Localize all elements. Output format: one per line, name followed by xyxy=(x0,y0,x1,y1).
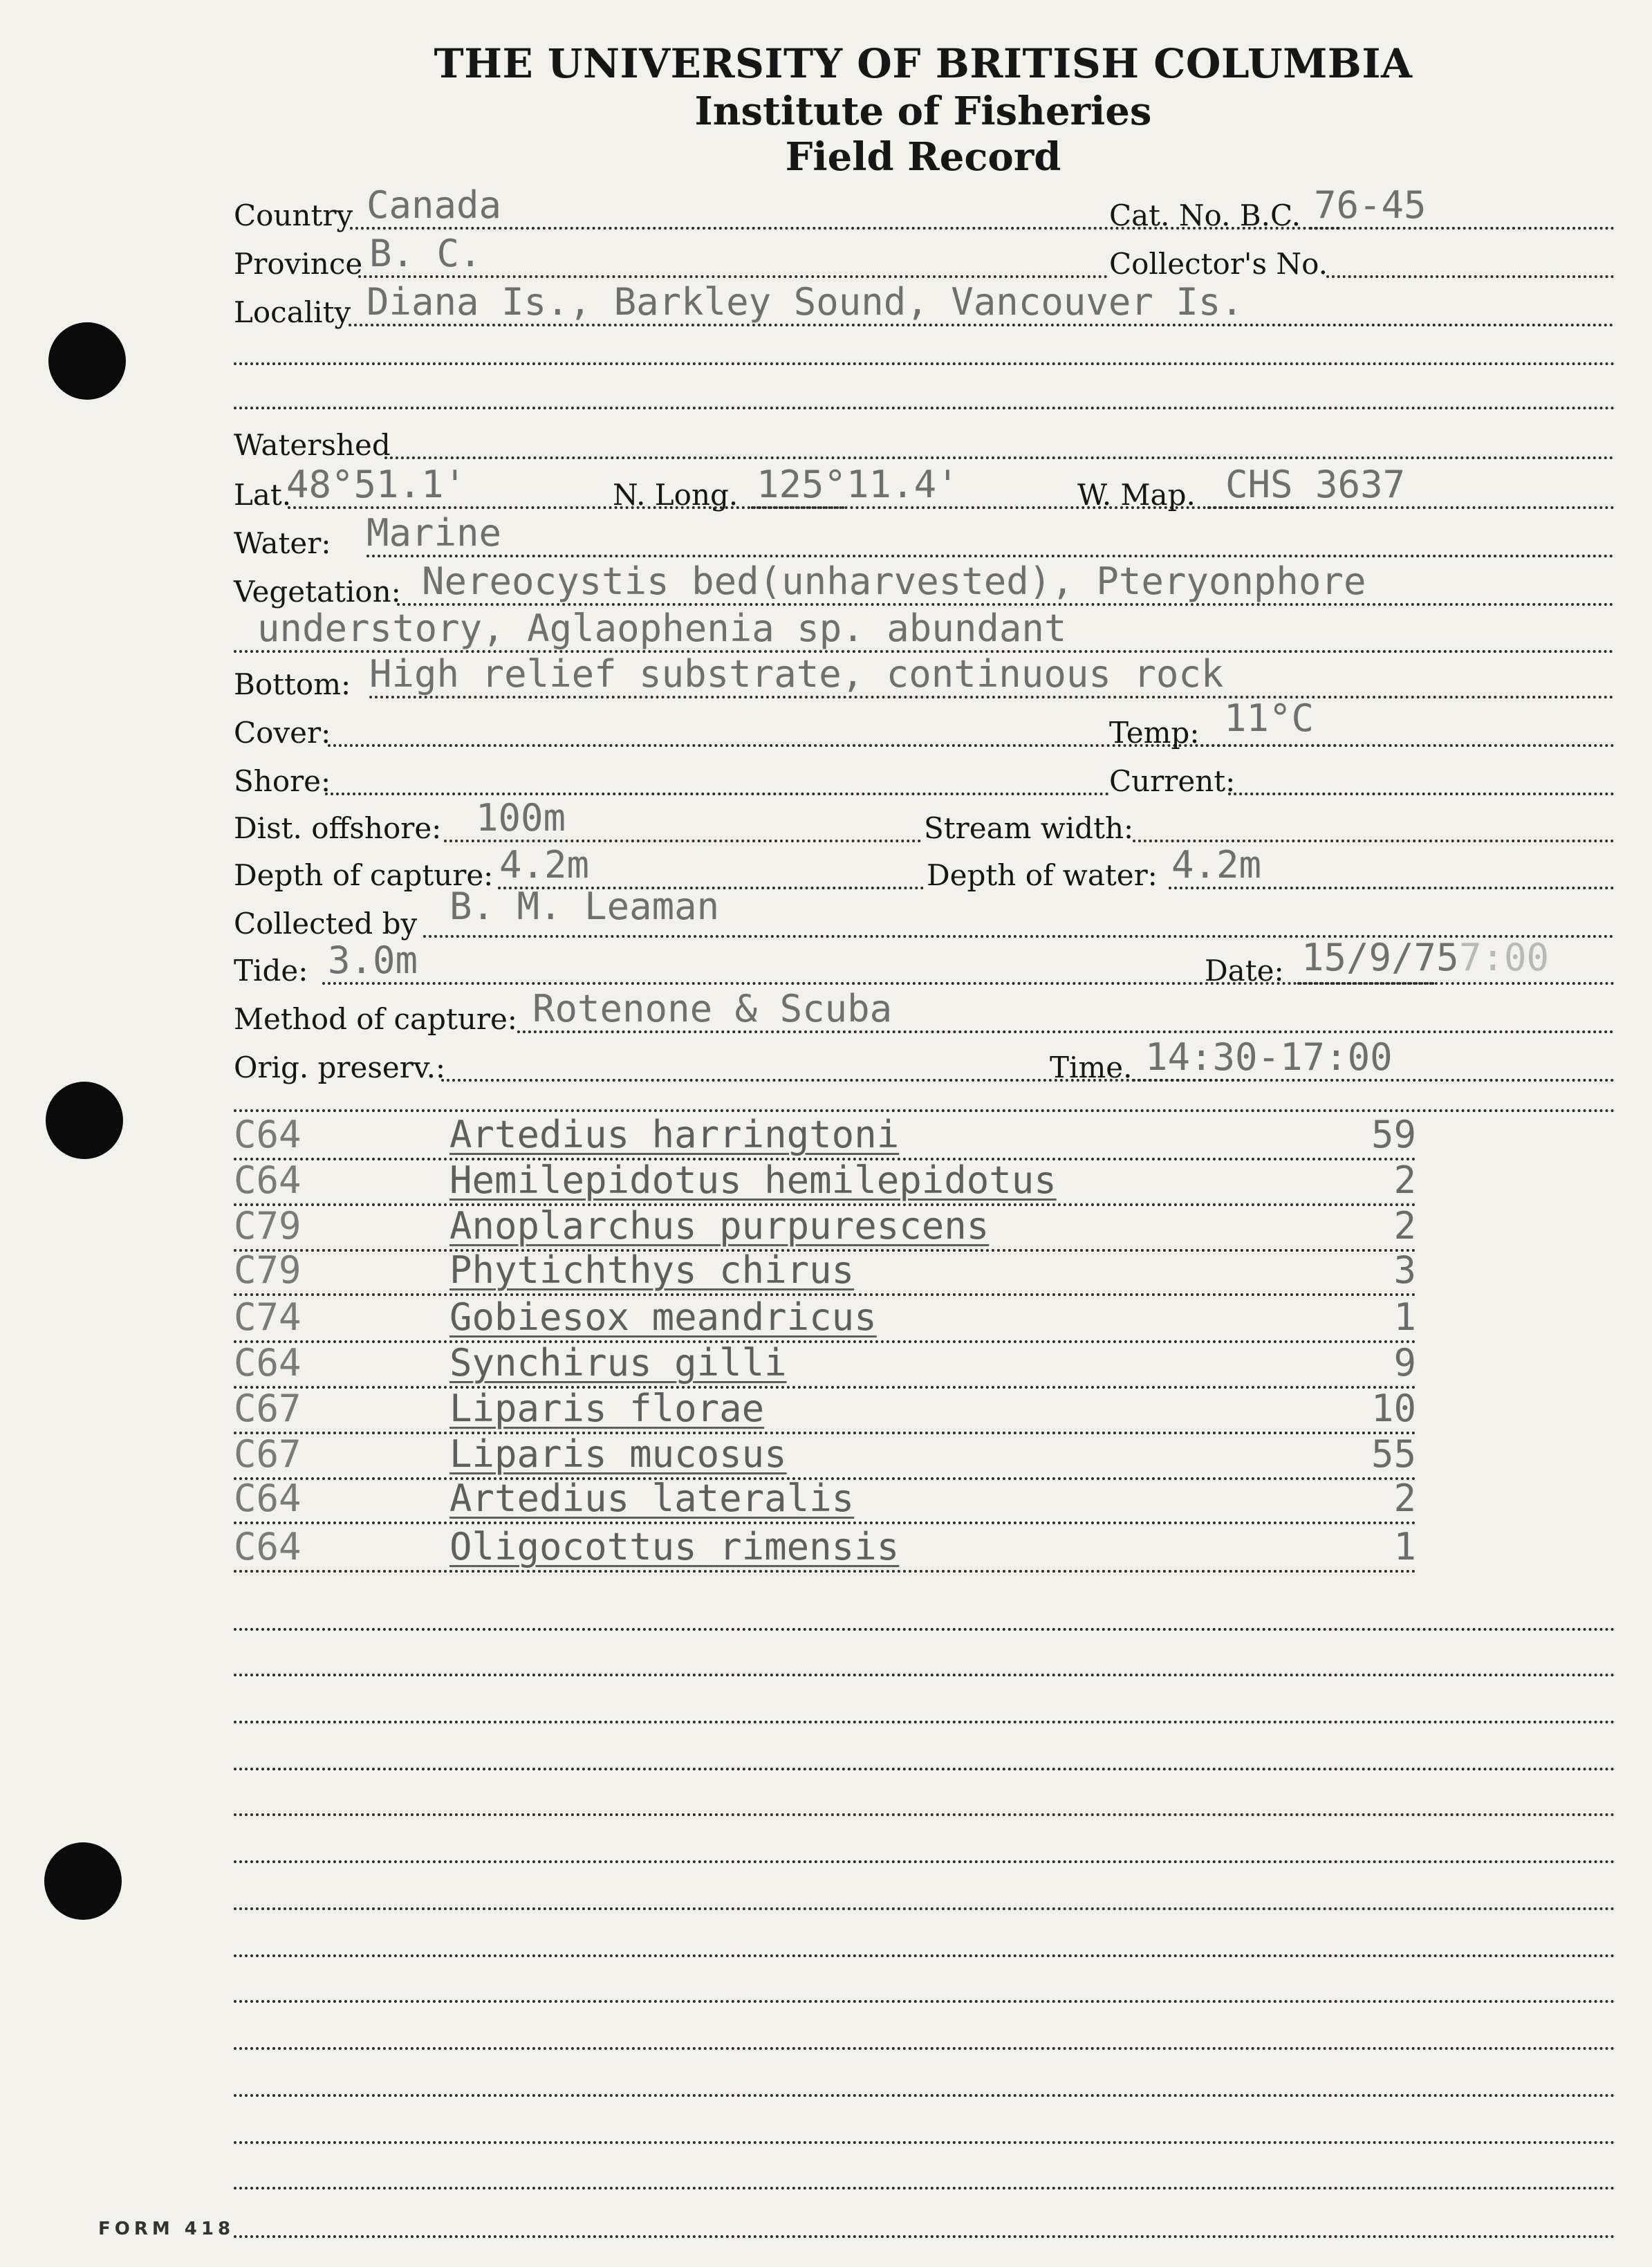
locality-value: Diana Is., Barkley Sound, Vancouver Is. xyxy=(366,280,1243,324)
species-name: Hemilepidotus hemilepidotus xyxy=(449,1158,1057,1202)
cat-no-label: Cat. No. B.C. xyxy=(1109,198,1301,232)
shore-label: Shore: xyxy=(234,764,331,798)
method-value: Rotenone & Scuba xyxy=(532,987,893,1030)
locality-label: Locality xyxy=(234,295,351,329)
species-count: 1 xyxy=(1393,1525,1416,1569)
temp-line xyxy=(1200,744,1614,747)
species-count: 2 xyxy=(1393,1477,1416,1520)
date-overtype: 7:00 xyxy=(1459,936,1550,979)
species-code: C74 xyxy=(234,1295,301,1339)
date-label: Date: xyxy=(1205,954,1284,988)
species-count: 59 xyxy=(1371,1113,1416,1156)
species-count: 2 xyxy=(1393,1158,1416,1202)
stream-width-label: Stream width: xyxy=(924,811,1134,845)
watershed-line xyxy=(384,456,1614,459)
temp-value: 11°C xyxy=(1224,696,1315,740)
species-name: Oligocottus rimensis xyxy=(449,1525,900,1569)
row-province xyxy=(234,234,1615,282)
stream-width-line xyxy=(1133,840,1614,842)
blank-line xyxy=(234,1674,1615,1676)
species-row xyxy=(234,1387,1416,1438)
row-collected-by xyxy=(234,885,1615,942)
species-code: C64 xyxy=(234,1477,301,1520)
depth-capture-label: Depth of capture: xyxy=(234,858,494,892)
method-label: Method of capture: xyxy=(234,1002,517,1036)
blank-line xyxy=(234,1907,1615,1910)
form-number: FORM 418 xyxy=(98,2219,235,2239)
province-value: B. C. xyxy=(369,232,482,275)
species-count: 10 xyxy=(1371,1387,1416,1430)
dist-offshore-line xyxy=(444,840,921,842)
species-count: 3 xyxy=(1393,1248,1416,1292)
province-line xyxy=(358,275,1108,278)
species-row xyxy=(234,1158,1416,1210)
time-line xyxy=(1133,1079,1614,1082)
row-watershed xyxy=(234,415,1615,463)
species-code: C79 xyxy=(234,1204,301,1248)
blank-line xyxy=(234,2187,1615,2190)
dist-offshore-label: Dist. offshore: xyxy=(234,811,442,845)
water-value: Marine xyxy=(366,511,502,555)
water-line xyxy=(366,555,1614,557)
species-row-line xyxy=(234,1340,1416,1343)
species-code: C67 xyxy=(234,1387,301,1430)
blank-line xyxy=(234,1954,1615,1957)
watershed-label: Watershed xyxy=(234,428,391,462)
species-row-line xyxy=(234,1521,1416,1524)
shore-line xyxy=(325,793,1109,795)
row-country xyxy=(234,185,1615,234)
species-name: Artedius lateralis xyxy=(449,1477,855,1520)
species-count: 55 xyxy=(1371,1432,1416,1476)
vegetation-line xyxy=(397,603,1614,606)
long-value: 125°11.4' xyxy=(757,463,959,506)
time-label: Time. xyxy=(1050,1051,1133,1084)
blank-line xyxy=(234,2235,1615,2238)
institute-title: Institute of Fisheries xyxy=(694,89,1152,134)
depth-water-line xyxy=(1169,887,1614,889)
species-code: C64 xyxy=(234,1158,301,1202)
punch-hole-bottom xyxy=(44,1842,122,1920)
collectors-no-label: Collector's No. xyxy=(1109,247,1328,281)
row-water xyxy=(234,513,1615,562)
country-value: Canada xyxy=(366,183,502,227)
species-row-line xyxy=(234,1386,1416,1389)
species-name: Liparis mucosus xyxy=(449,1432,787,1476)
collected-by-value: B. M. Leaman xyxy=(449,885,720,928)
vegetation-value-1: Nereocystis bed(unharvested), Pteryonphore xyxy=(422,559,1366,603)
map-value: CHS 3637 xyxy=(1225,463,1406,506)
species-row-line xyxy=(234,1432,1416,1434)
blank-line xyxy=(234,1628,1615,1631)
date-line xyxy=(1297,982,1614,985)
row-bottom xyxy=(234,654,1615,703)
species-row xyxy=(234,1525,1416,1577)
species-name: Gobiesox meandricus xyxy=(449,1295,877,1339)
method-line xyxy=(517,1030,1614,1033)
species-name: Phytichthys chirus xyxy=(449,1248,855,1292)
row-orig-preserv xyxy=(234,1037,1615,1086)
map-line xyxy=(1207,506,1614,509)
collected-by-label: Collected by xyxy=(234,907,418,941)
row-locality xyxy=(234,282,1615,331)
row-tide xyxy=(234,936,1615,989)
species-row xyxy=(234,1341,1416,1393)
n-long-label: N. Long. xyxy=(613,478,739,512)
time-value: 14:30-17:00 xyxy=(1145,1035,1393,1079)
vegetation-value-2: understory, Aglaophenia sp. abundant xyxy=(257,607,1067,650)
lat-label: Lat. xyxy=(234,478,292,512)
vegetation-label: Vegetation: xyxy=(234,575,401,609)
collectors-no-line xyxy=(1326,275,1614,278)
current-label: Current: xyxy=(1109,764,1236,798)
row-cover xyxy=(234,696,1615,751)
species-count: 1 xyxy=(1393,1295,1416,1339)
temp-label: Temp: xyxy=(1109,716,1200,750)
row-method xyxy=(234,989,1615,1037)
species-name: Liparis florae xyxy=(449,1387,765,1430)
lat-value: 48°51.1' xyxy=(286,463,467,506)
date-value: 15/9/75 xyxy=(1301,936,1459,979)
depth-water-value: 4.2m xyxy=(1171,843,1262,887)
dist-offshore-value: 100m xyxy=(476,796,566,840)
blank-line xyxy=(234,1721,1615,1723)
row-dist-offshore xyxy=(234,798,1615,846)
species-row xyxy=(234,1113,1416,1165)
punch-hole-top xyxy=(48,322,126,400)
species-code: C79 xyxy=(234,1248,301,1292)
university-title: THE UNIVERSITY OF BRITISH COLUMBIA xyxy=(434,40,1413,87)
blank-line xyxy=(234,1813,1615,1816)
tide-value: 3.0m xyxy=(328,938,418,982)
bottom-value: High relief substrate, continuous rock xyxy=(369,652,1224,696)
cover-label: Cover: xyxy=(234,716,331,750)
species-code: C64 xyxy=(234,1341,301,1385)
punch-hole-middle xyxy=(46,1082,123,1159)
species-count: 9 xyxy=(1393,1341,1416,1385)
depth-water-label: Depth of water: xyxy=(927,858,1158,892)
blank-line xyxy=(234,2094,1615,2097)
species-row xyxy=(234,1477,1416,1528)
row-vegetation-2 xyxy=(234,609,1615,657)
blank-line xyxy=(234,1860,1615,1863)
bottom-label: Bottom: xyxy=(234,667,351,701)
depth-capture-value: 4.2m xyxy=(499,843,590,887)
cat-no-value: 76-45 xyxy=(1314,183,1427,227)
water-label: Water: xyxy=(234,526,331,560)
locality-line xyxy=(349,324,1614,326)
species-row-line xyxy=(234,1570,1416,1573)
species-name: Synchirus gilli xyxy=(449,1341,787,1385)
locality-line-2 xyxy=(234,362,1615,365)
divider-line xyxy=(234,1109,1615,1112)
species-code: C64 xyxy=(234,1525,301,1569)
bottom-line xyxy=(369,696,1614,698)
record-title: Field Record xyxy=(785,134,1061,180)
species-code: C67 xyxy=(234,1432,301,1476)
cat-no-line xyxy=(1310,227,1614,230)
row-shore xyxy=(234,751,1615,799)
blank-line xyxy=(234,1768,1615,1770)
species-code: C64 xyxy=(234,1113,301,1156)
row-lat-long xyxy=(234,465,1615,513)
country-label: Country xyxy=(234,198,353,232)
current-line xyxy=(1228,793,1614,795)
locality-line-3 xyxy=(234,407,1615,409)
blank-line xyxy=(234,2047,1615,2050)
province-label: Province xyxy=(234,247,363,281)
species-name: Anoplarchus purpurescens xyxy=(449,1204,990,1248)
species-row xyxy=(234,1295,1416,1347)
species-name: Artedius harringtoni xyxy=(449,1113,900,1156)
row-vegetation xyxy=(234,559,1615,610)
orig-preserv-label: Orig. preserv.: xyxy=(234,1051,446,1084)
tide-label: Tide: xyxy=(234,954,308,988)
species-row xyxy=(234,1248,1416,1300)
row-depth xyxy=(234,845,1615,894)
w-map-label: W. Map. xyxy=(1077,478,1196,512)
species-count: 2 xyxy=(1393,1204,1416,1248)
blank-line xyxy=(234,2000,1615,2003)
blank-line xyxy=(234,2141,1615,2144)
